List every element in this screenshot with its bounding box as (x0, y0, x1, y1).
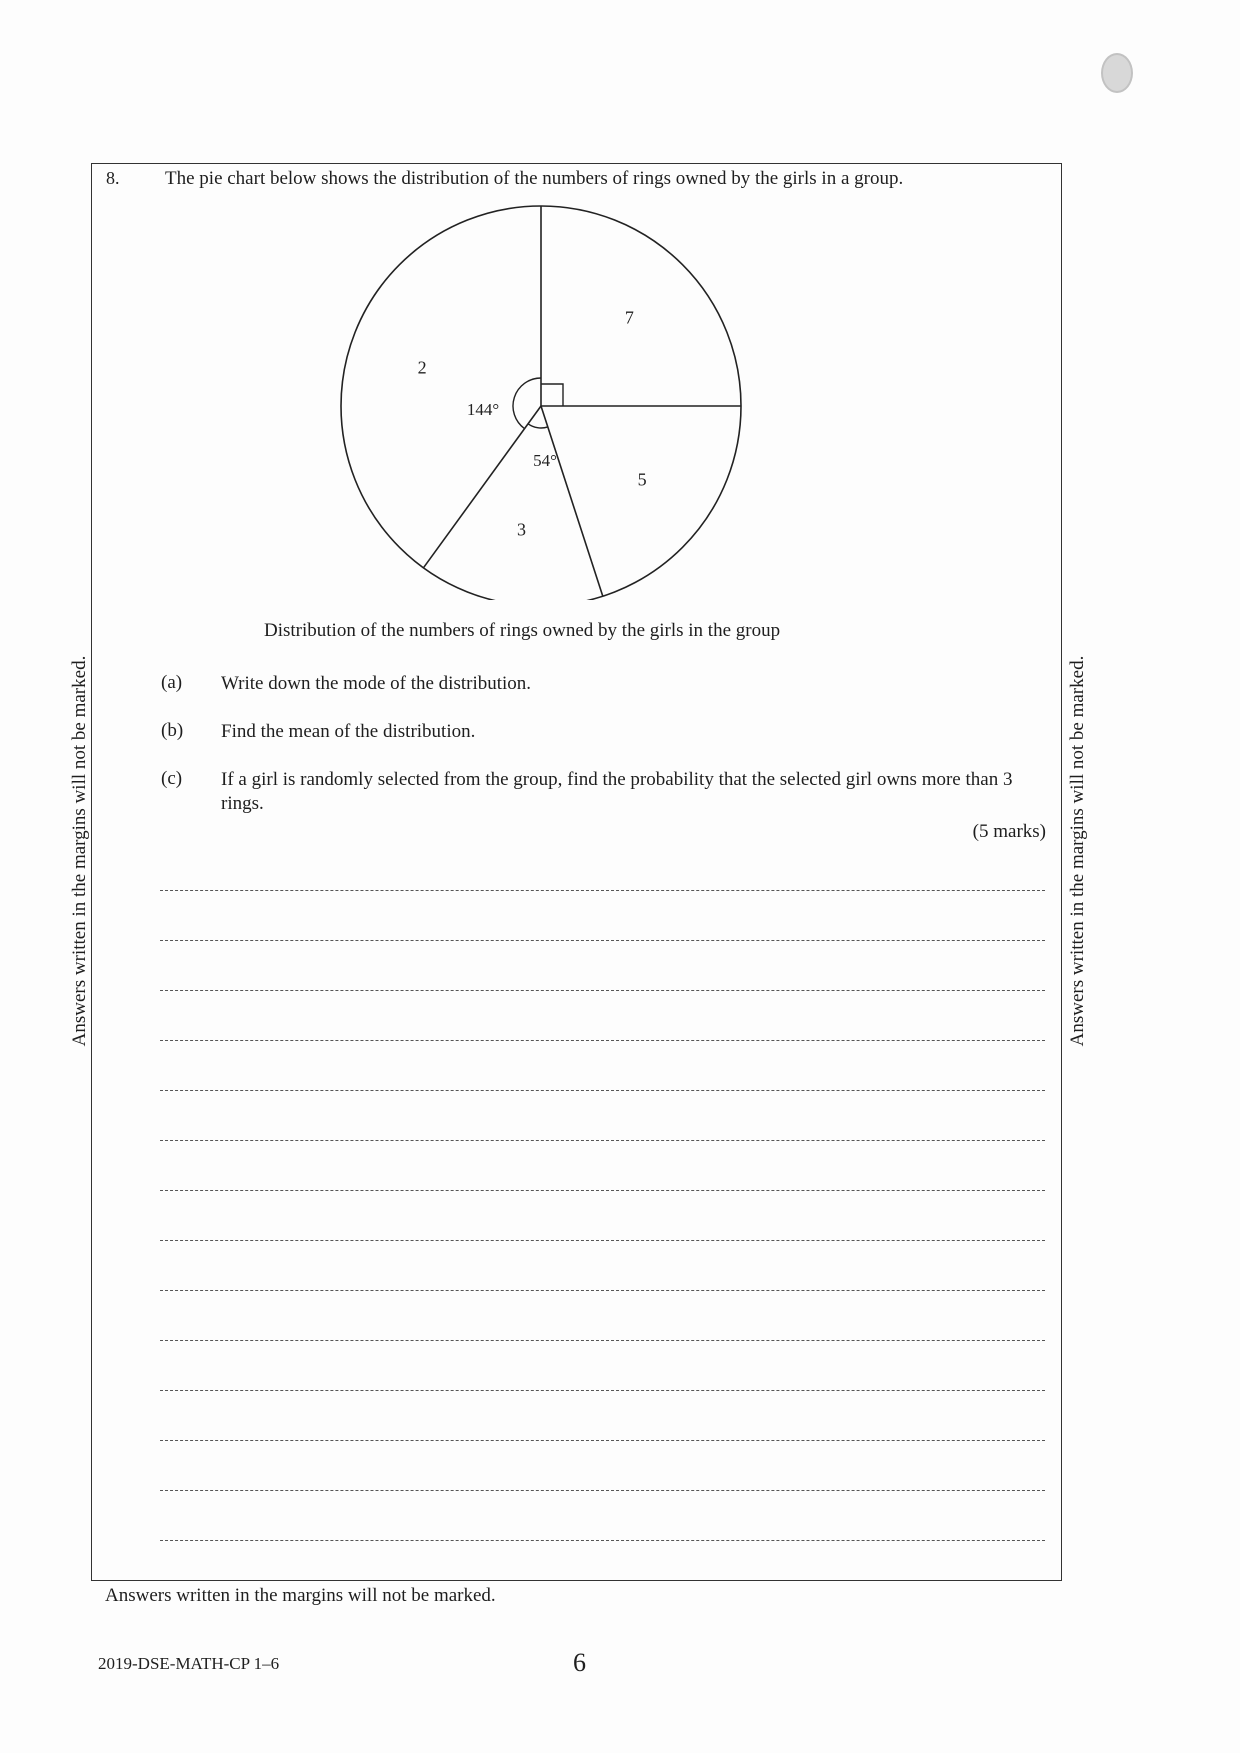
left-margin-note: Answers written in the margins will not be marked. (69, 655, 90, 1047)
answer-line[interactable] (160, 1340, 1045, 1341)
answer-line[interactable] (160, 1490, 1045, 1491)
answer-line[interactable] (160, 1140, 1045, 1141)
bottom-margin-note: Answers written in the margins will not be marked. (105, 1585, 496, 1606)
marks-allocation: (5 marks) (972, 821, 1046, 842)
answer-line[interactable] (160, 1540, 1045, 1541)
pie-radius (541, 406, 603, 596)
question-text: The pie chart below shows the distribution of the numbers of rings owned by the girls in a group. (165, 168, 904, 189)
pie-chart (300, 200, 750, 600)
answer-line[interactable] (160, 890, 1045, 891)
answer-line[interactable] (160, 940, 1045, 941)
pie-radius (423, 406, 541, 568)
angle-arc-54 (528, 424, 548, 428)
answer-line[interactable] (160, 990, 1045, 991)
part-b-label: (b) (161, 720, 184, 741)
answer-line[interactable] (160, 1040, 1045, 1041)
answer-line[interactable] (160, 1190, 1045, 1191)
answer-line[interactable] (160, 1390, 1045, 1391)
right-margin-note: Answers written in the margins will not be marked. (1067, 655, 1088, 1047)
angle-arc-144 (513, 378, 541, 429)
chart-caption: Distribution of the numbers of rings owned by the girls in the group (264, 620, 781, 641)
paper-code: 2019-DSE-MATH-CP 1–6 (98, 1654, 280, 1673)
answer-line[interactable] (160, 1090, 1045, 1091)
part-a-label: (a) (161, 672, 183, 693)
right-angle-marker (541, 384, 563, 406)
page-number: 6 (573, 1648, 586, 1677)
answer-line[interactable] (160, 1240, 1045, 1241)
punch-hole (1101, 53, 1133, 93)
pie-slice-label: 2 (417, 357, 427, 378)
part-a-text: Write down the mode of the distribution. (221, 673, 532, 694)
pie-slice-label: 5 (637, 469, 647, 490)
answer-line[interactable] (160, 1440, 1045, 1441)
pie-slice-label: 7 (624, 307, 634, 328)
answer-line[interactable] (160, 1290, 1045, 1291)
question-number: 8. (106, 168, 120, 188)
part-b-text: Find the mean of the distribution. (221, 721, 476, 742)
pie-slice-label: 3 (516, 519, 526, 540)
part-c-label: (c) (161, 768, 183, 789)
angle-label-144: 144° (466, 400, 500, 419)
angle-label-54: 54° (533, 451, 557, 470)
part-c-text: If a girl is randomly selected from the group, find the probability that the selected girl owns more than 3 rings. (221, 769, 1013, 814)
